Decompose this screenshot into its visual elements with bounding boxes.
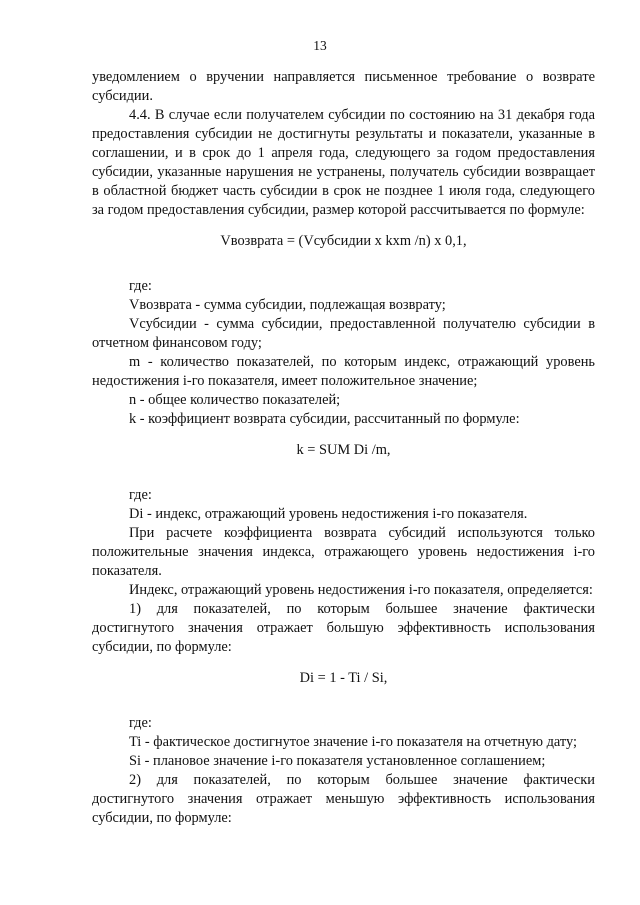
- page-number: 13: [313, 38, 327, 53]
- definition-m: m - количество показателей, по которым индекс, отражающий уровень недостижения i-го показателя, имеет положительное значение;: [92, 354, 595, 389]
- paragraph-4-4: 4.4. В случае если получателем субсидии по состоянию на 31 декабря года предоставления субсидии не достигнуты результаты и показатели, указанные в соглашении, и в срок до 1 апреля года, следующего за годом предоставления субсидии, указанные нарушения не устранены, получатель субсидии возвращает в областной бюджет часть субсидии в срок не позднее 1 июля года, следующего за годом предоставления субсидии, размер которой рассчитывается по формуле:: [92, 107, 595, 218]
- definition-di: Di - индекс, отражающий уровень недостижения i-го показателя.: [129, 506, 528, 522]
- formula-v-return: Vвозврата = (Vсубсидии x kxm /n) x 0,1,: [220, 233, 467, 249]
- formula-k: k = SUM Di /m,: [296, 442, 391, 458]
- paragraph-index-determined: Индекс, отражающий уровень недостижения i-го показателя, определяется:: [129, 582, 593, 598]
- paragraph-positive-values: При расчете коэффициента возврата субсидий используются только положительные значения индекса, отражающего уровень недостижения i-го показателя.: [92, 525, 595, 579]
- definition-k: k - коэффициент возврата субсидии, рассчитанный по формуле:: [129, 411, 520, 427]
- document-body: [92, 68, 595, 828]
- paragraph-case-1: 1) для показателей, по которым большее значение фактически достигнутого значения отражает большую эффективность использования субсидии, по формуле:: [92, 601, 595, 655]
- where-label: где:: [129, 487, 152, 503]
- definition-v-subsidy: Vсубсидии - сумма субсидии, предоставленной получателю субсидии в отчетном финансовом году;: [92, 316, 595, 351]
- formula-di: Di = 1 - Ti / Si,: [299, 670, 388, 686]
- definition-si: Si - плановое значение i-го показателя установленное соглашением;: [129, 753, 546, 769]
- definition-v-return: Vвозврата - сумма субсидии, подлежащая возврату;: [129, 297, 446, 313]
- where-label: где:: [129, 715, 152, 731]
- definition-n: n - общее количество показателей;: [129, 392, 341, 408]
- paragraph-case-2: 2) для показателей, по которым большее значение фактически достигнутого значения отражает меньшую эффективность использования субсидии, по формуле:: [92, 772, 595, 826]
- definition-ti: Ti - фактическое достигнутое значение i-го показателя на отчетную дату;: [129, 734, 578, 750]
- paragraph-continuation: уведомлением о вручении направляется письменное требование о возврате субсидии.: [92, 69, 595, 104]
- where-label: где:: [129, 278, 152, 294]
